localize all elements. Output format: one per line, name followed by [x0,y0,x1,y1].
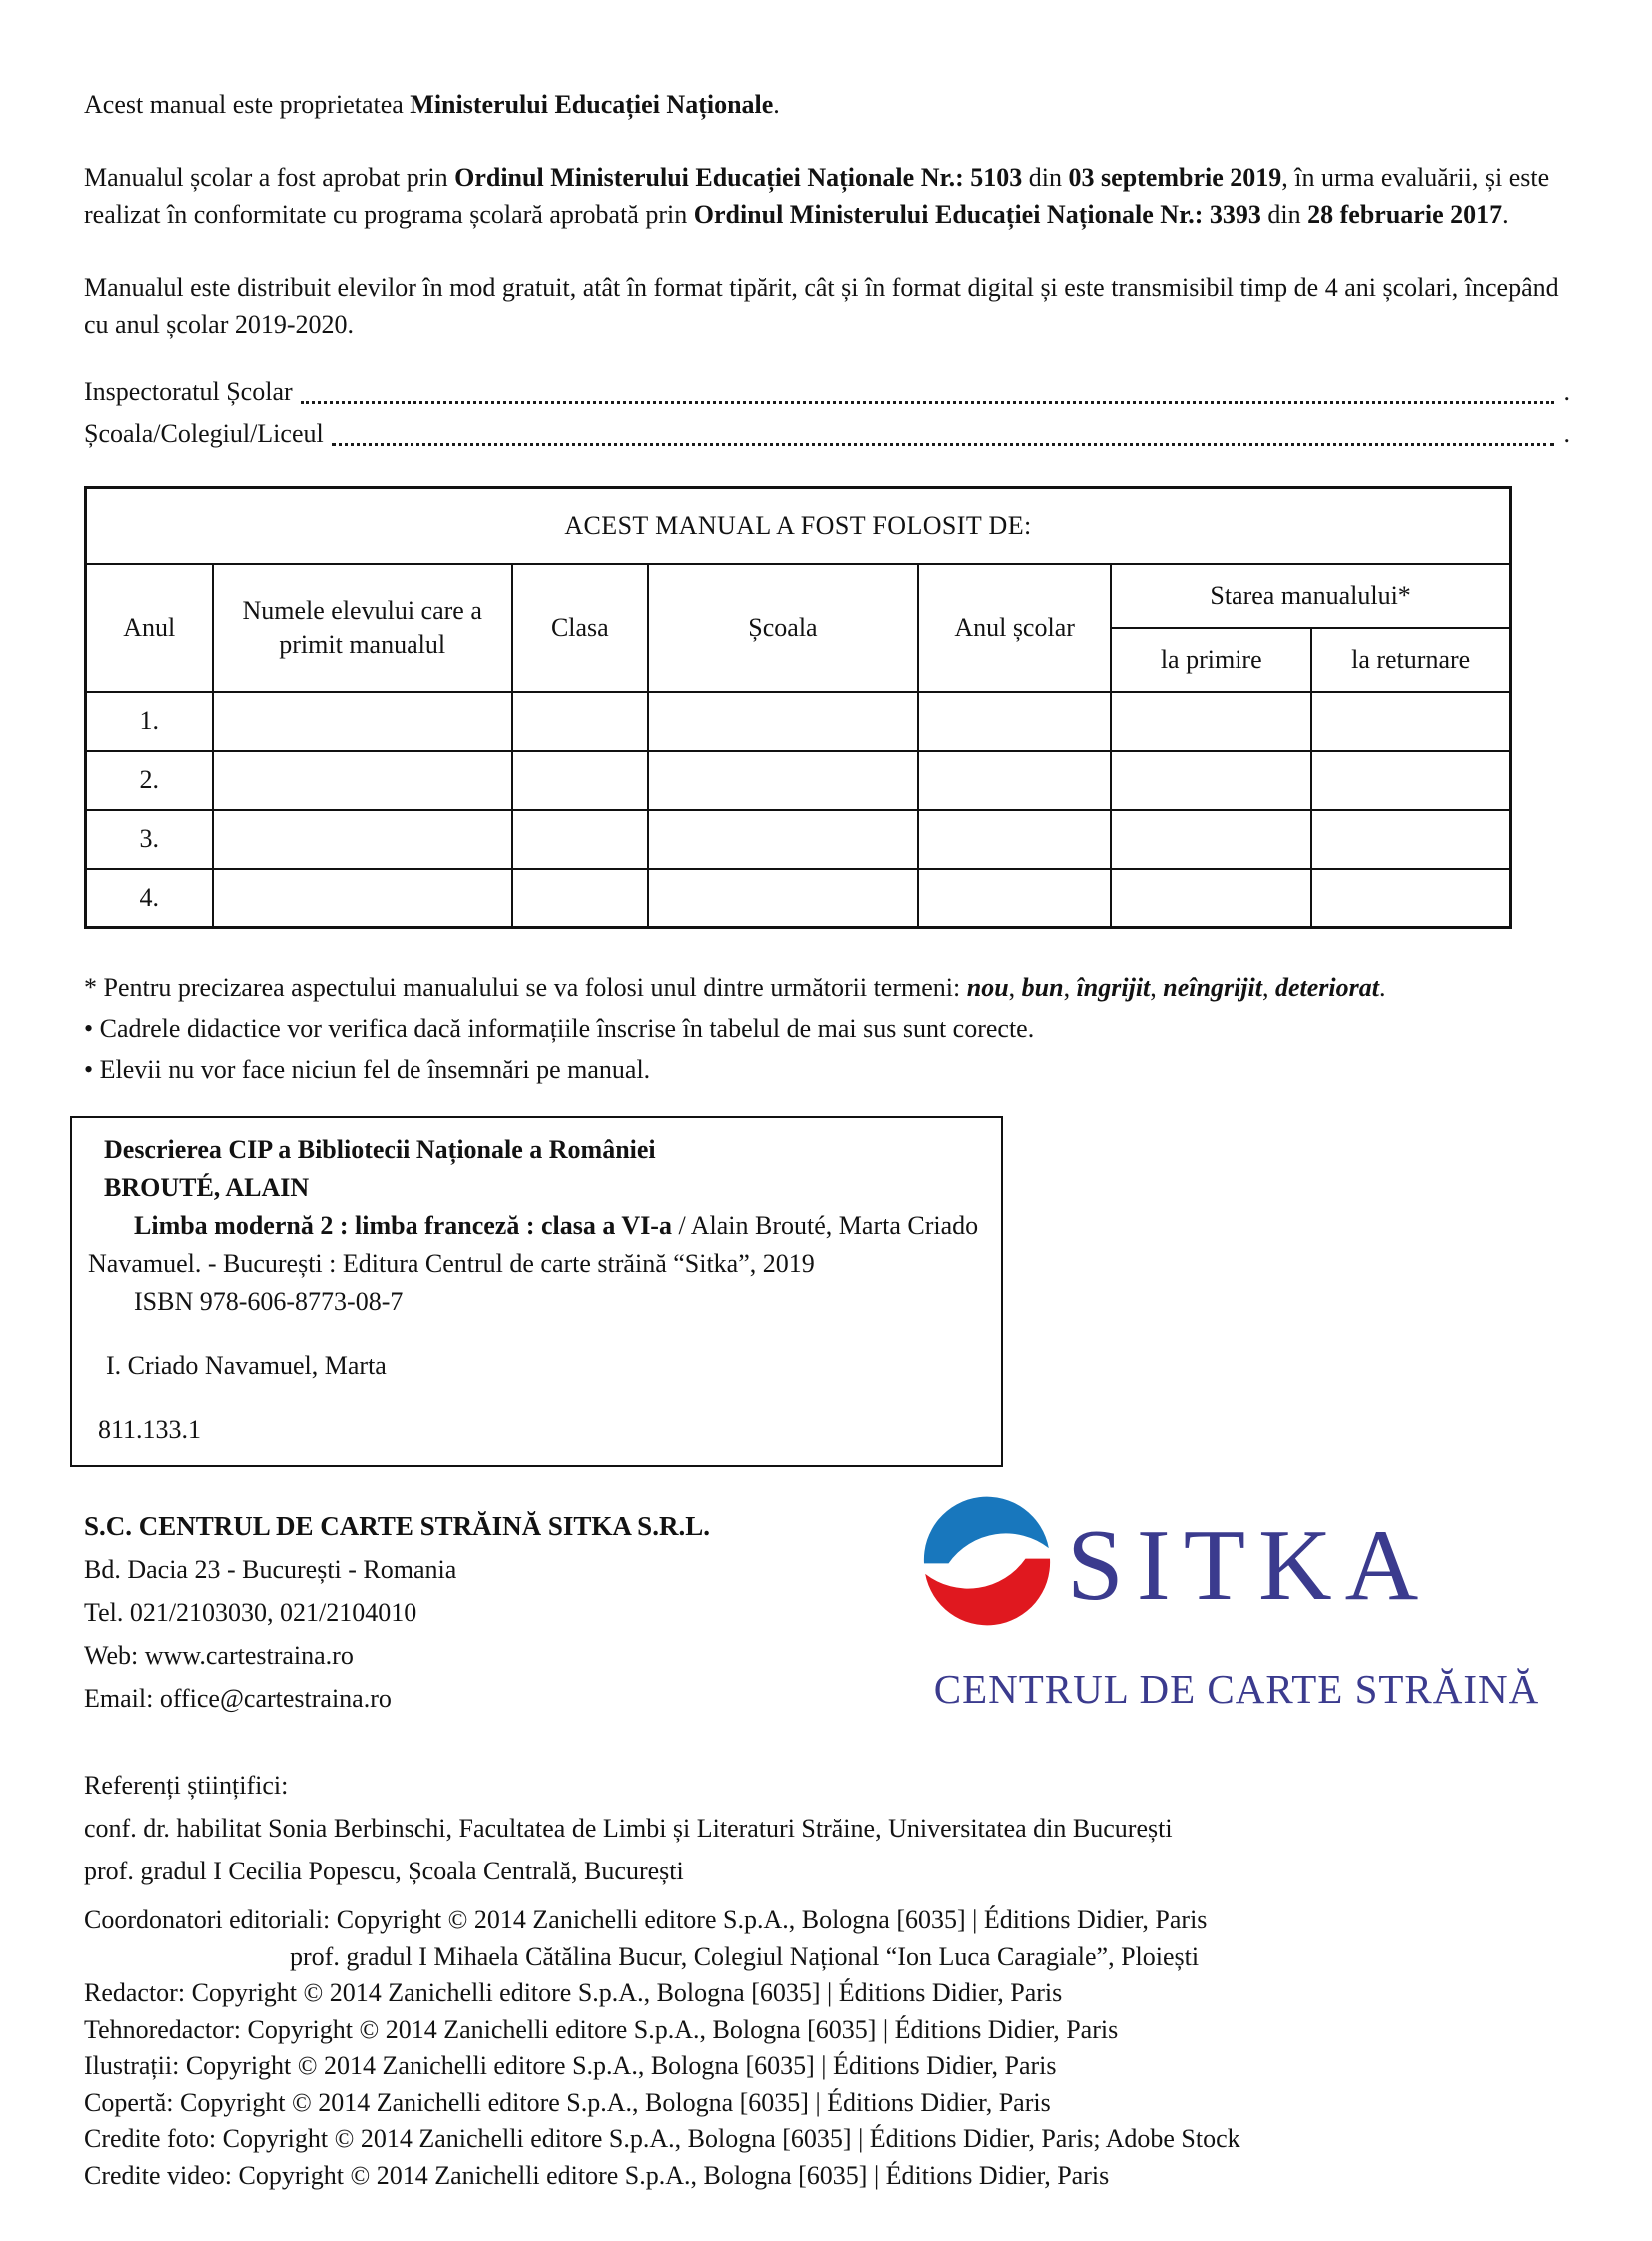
referents-block [84,1764,1570,1892]
empty-cell [512,692,648,751]
usage-table-title: ACEST MANUAL A FOST FOLOSIT DE: [86,488,1511,564]
fill-line-scoala: Școala/Colegiul/Liceul . [84,414,1570,454]
col-header-nume: Numele elevului care a primit manualul [213,564,512,692]
empty-cell [1311,692,1510,751]
approval-paragraph: Manualul școlar a fost aprobat prin Ordinul Ministerului Educației Naționale Nr.: 5103 din 03 septembrie 2019, în urma evaluării, și este realizat în conformitate cu programa școlară aprobată prin Ordinul Ministerului Educației Naționale Nr.: 3393 din 28 februarie 2017. [84,163,1550,229]
ownership-paragraph: Acest manual este proprietatea Ministerului Educației Naționale. [84,90,780,119]
empty-cell [648,869,918,928]
credit-line: Credite foto: Copyright © 2014 Zanichelli editore S.p.A., Bologna [6035] | Éditions Didier, Paris; Adobe Stock [84,2124,1240,2153]
row-number: 3. [86,810,213,869]
empty-cell [213,869,512,928]
cip-author: BROUTÉ, ALAIN [104,1173,310,1202]
cip-title: Descrierea CIP a Bibliotecii Naționale a României [104,1135,656,1164]
empty-cell [1111,692,1311,751]
credit-line: prof. gradul I Mihaela Cătălina Bucur, Colegiul Național “Ion Luca Caragiale”, Ploiești [290,1941,1200,1971]
col-header-la-primire: la primire [1111,628,1311,692]
table-row [86,692,1511,751]
table-row [86,869,1511,928]
publisher-web: Web: www.cartestraina.ro [84,1641,354,1670]
publisher-block [84,1505,710,1720]
fill-line-label: Inspectoratul Școlar [84,377,293,406]
publisher-logo-row [84,1505,1570,1720]
empty-cell [1311,810,1510,869]
credit-line: Copertă: Copyright © 2014 Zanichelli editore S.p.A., Bologna [6035] | Éditions Didier, Paris [84,2087,1051,2117]
empty-cell [213,810,512,869]
cip-isbn: ISBN 978-606-8773-08-7 [134,1287,404,1316]
empty-cell [1111,869,1311,928]
row-number: 1. [86,692,213,751]
dotted-leader [332,443,1554,446]
publisher-name: S.C. CENTRUL DE CARTE STRĂINĂ SITKA S.R.L. [84,1511,710,1541]
fill-line-label: Școala/Colegiul/Liceul [84,419,324,448]
empty-cell [512,869,648,928]
cip-classification-code: 811.133.1 [98,1415,202,1444]
referents-title: Referenți științifici: [84,1771,289,1800]
empty-cell [1111,751,1311,810]
credit-line: Ilustrații: Copyright © 2014 Zanichelli editore S.p.A., Bologna [6035] | Éditions Didier, Paris [84,2051,1057,2080]
credit-line: Coordonatori editoriali: Copyright © 2014 Zanichelli editore S.p.A., Bologna [6035] | Éditions Didier, Paris [84,1905,1208,1934]
empty-cell [918,869,1111,928]
sitka-tagline: CENTRUL DE CARTE STRĂINĂ [933,1666,1540,1712]
cip-box [70,1116,1003,1467]
empty-cell [648,751,918,810]
empty-cell [512,751,648,810]
col-header-starea: Starea manualului* [1111,564,1510,628]
referent-line: prof. gradul I Cecilia Popescu, Școala Centrală, București [84,1857,684,1885]
credit-line: Tehnoredactor: Copyright © 2014 Zanichelli editore S.p.A., Bologna [6035] | Éditions Didier, Paris [84,2014,1119,2044]
footnote-teachers: • Cadrele didactice vor verifica dacă informațiile înscrise în tabelul de mai sus sunt corecte. [84,1014,1035,1043]
credit-line: Redactor: Copyright © 2014 Zanichelli editore S.p.A., Bologna [6035] | Éditions Didier, Paris [84,1978,1063,2007]
footnote-terms: * Pentru precizarea aspectului manualului se va folosi unul dintre următorii termeni: nou, bun, îngrijit, neîngrijit, deteriorat. [84,973,1386,1002]
table-row [86,810,1511,869]
publisher-address: Bd. Dacia 23 - București - Romania [84,1555,457,1584]
row-number: 4. [86,869,213,928]
cip-entry: I. Criado Navamuel, Marta [106,1351,387,1380]
empty-cell [918,751,1111,810]
credit-line: Credite video: Copyright © 2014 Zanichelli editore S.p.A., Bologna [6035] | Éditions Didier, Paris [84,2160,1110,2190]
table-row [86,751,1511,810]
empty-cell [1311,751,1510,810]
footnote-students: • Elevii nu vor face niciun fel de însemnări pe manual. [84,1055,651,1084]
empty-cell [213,751,512,810]
empty-cell [648,810,918,869]
empty-cell [213,692,512,751]
sitka-wordmark: SITKA [1067,1509,1432,1622]
col-header-an-scolar: Anul școlar [918,564,1111,692]
cip-description: Limba modernă 2 : limba franceză : clasa a VI-a / Alain Brouté, Marta Criado Navamuel. - București : Editura Centrul de carte străină “Sitka”, 2019 [88,1211,979,1278]
publisher-email: Email: office@cartestraina.ro [84,1684,392,1713]
sitka-logo [917,1491,1556,1720]
col-header-la-returnare: la returnare [1311,628,1510,692]
empty-cell [648,692,918,751]
empty-cell [512,810,648,869]
col-header-anul: Anul [86,564,213,692]
col-header-clasa: Clasa [512,564,648,692]
fill-line-inspectorat: Inspectoratul Școlar . [84,373,1570,412]
empty-cell [918,810,1111,869]
footnotes [84,967,1570,1090]
empty-cell [1311,869,1510,928]
referent-line: conf. dr. habilitat Sonia Berbinschi, Facultatea de Limbi și Literaturi Străine, Universitatea din București [84,1814,1173,1843]
publisher-phone: Tel. 021/2103030, 021/2104010 [84,1598,417,1627]
sitka-logo-mark-icon [917,1491,1057,1641]
dotted-leader [301,401,1554,404]
row-number: 2. [86,751,213,810]
empty-cell [918,692,1111,751]
usage-table [84,486,1512,929]
distribution-paragraph: Manualul este distribuit elevilor în mod gratuit, atât în format tipărit, cât și în format digital și este transmisibil timp de 4 ani școlari, începând cu anul școlar 2019-2020. [84,273,1559,339]
empty-cell [1111,810,1311,869]
credits-block [84,1902,1570,2194]
col-header-scoala: Școala [648,564,918,692]
